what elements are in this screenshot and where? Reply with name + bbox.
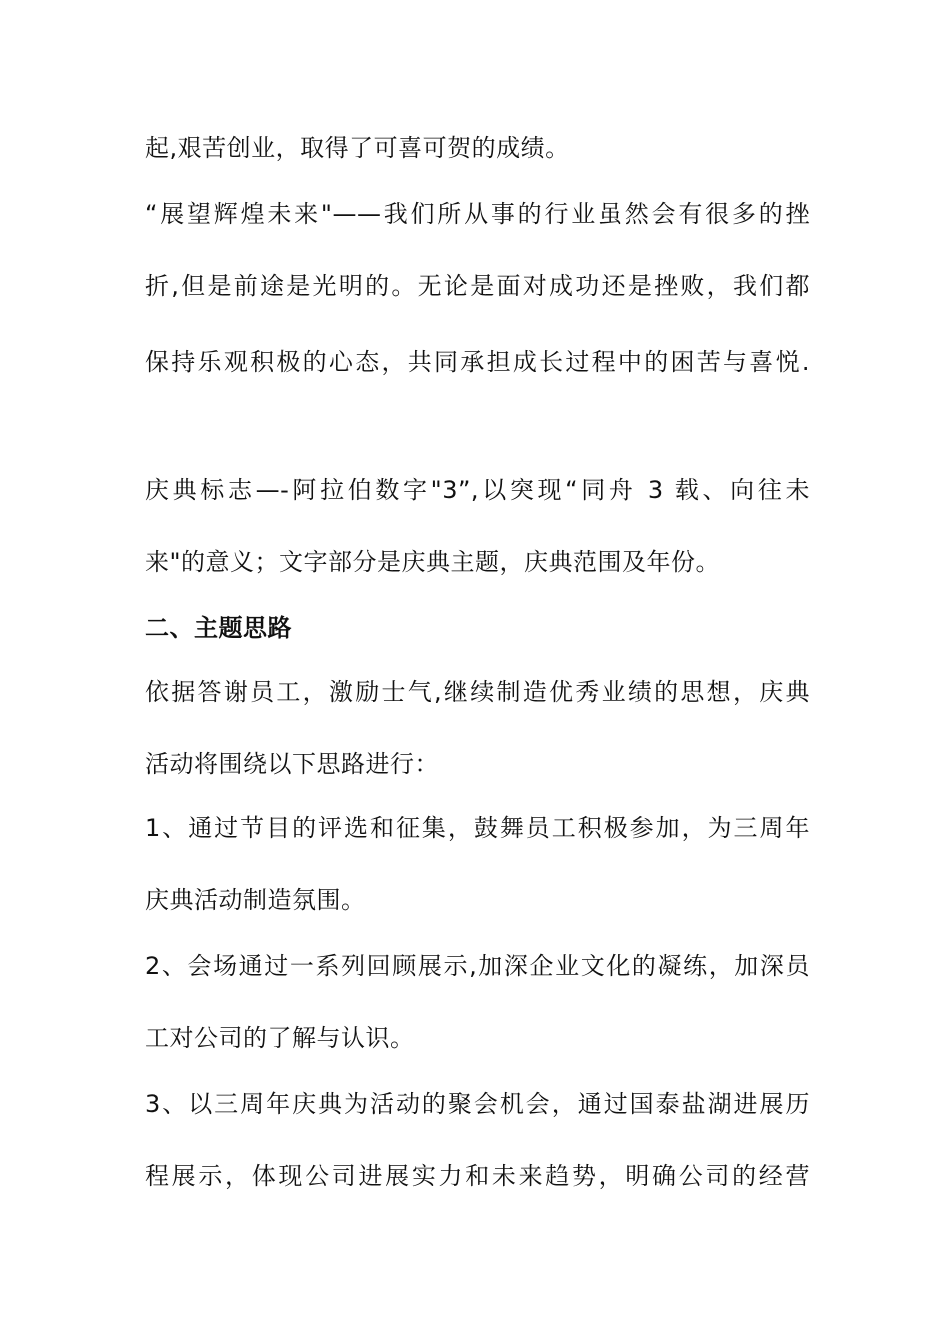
list-item-line: 1、通过节目的评选和征集，鼓舞员工积极参加，为三周年 — [145, 814, 810, 842]
list-item-line: 2、会场通过一系列回顾展示,加深企业文化的凝练，加深员 — [145, 952, 810, 980]
list-item-line: 3、以三周年庆典为活动的聚会机会，通过国泰盐湖进展历 — [145, 1090, 810, 1118]
list-item-line: 庆典活动制造氛围。 — [145, 886, 366, 914]
paragraph-line: 依据答谢员工，激励士气,继续制造优秀业绩的思想，庆典 — [145, 678, 810, 706]
section-heading: 二、主题思路 — [145, 614, 292, 642]
paragraph-line: 保持乐观积极的心态，共同承担成长过程中的困苦与喜悦. — [145, 348, 810, 376]
paragraph-line: “展望辉煌未来"——我们所从事的行业虽然会有很多的挫 — [145, 200, 810, 228]
paragraph-line: 庆典标志—-阿拉伯数字"3”,以突现“同舟 3 载、向往未 — [145, 476, 810, 504]
list-item-line: 工对公司的了解与认识。 — [145, 1024, 415, 1052]
paragraph-line: 活动将围绕以下思路进行： — [145, 750, 439, 778]
paragraph-line: 折,但是前途是光明的。无论是面对成功还是挫败，我们都 — [145, 272, 810, 300]
list-item-line: 程展示，体现公司进展实力和未来趋势，明确公司的经营 — [145, 1162, 810, 1190]
paragraph-line: 起,艰苦创业，取得了可喜可贺的成绩。 — [145, 134, 570, 162]
paragraph-line: 来"的意义；文字部分是庆典主题，庆典范围及年份。 — [145, 548, 721, 576]
